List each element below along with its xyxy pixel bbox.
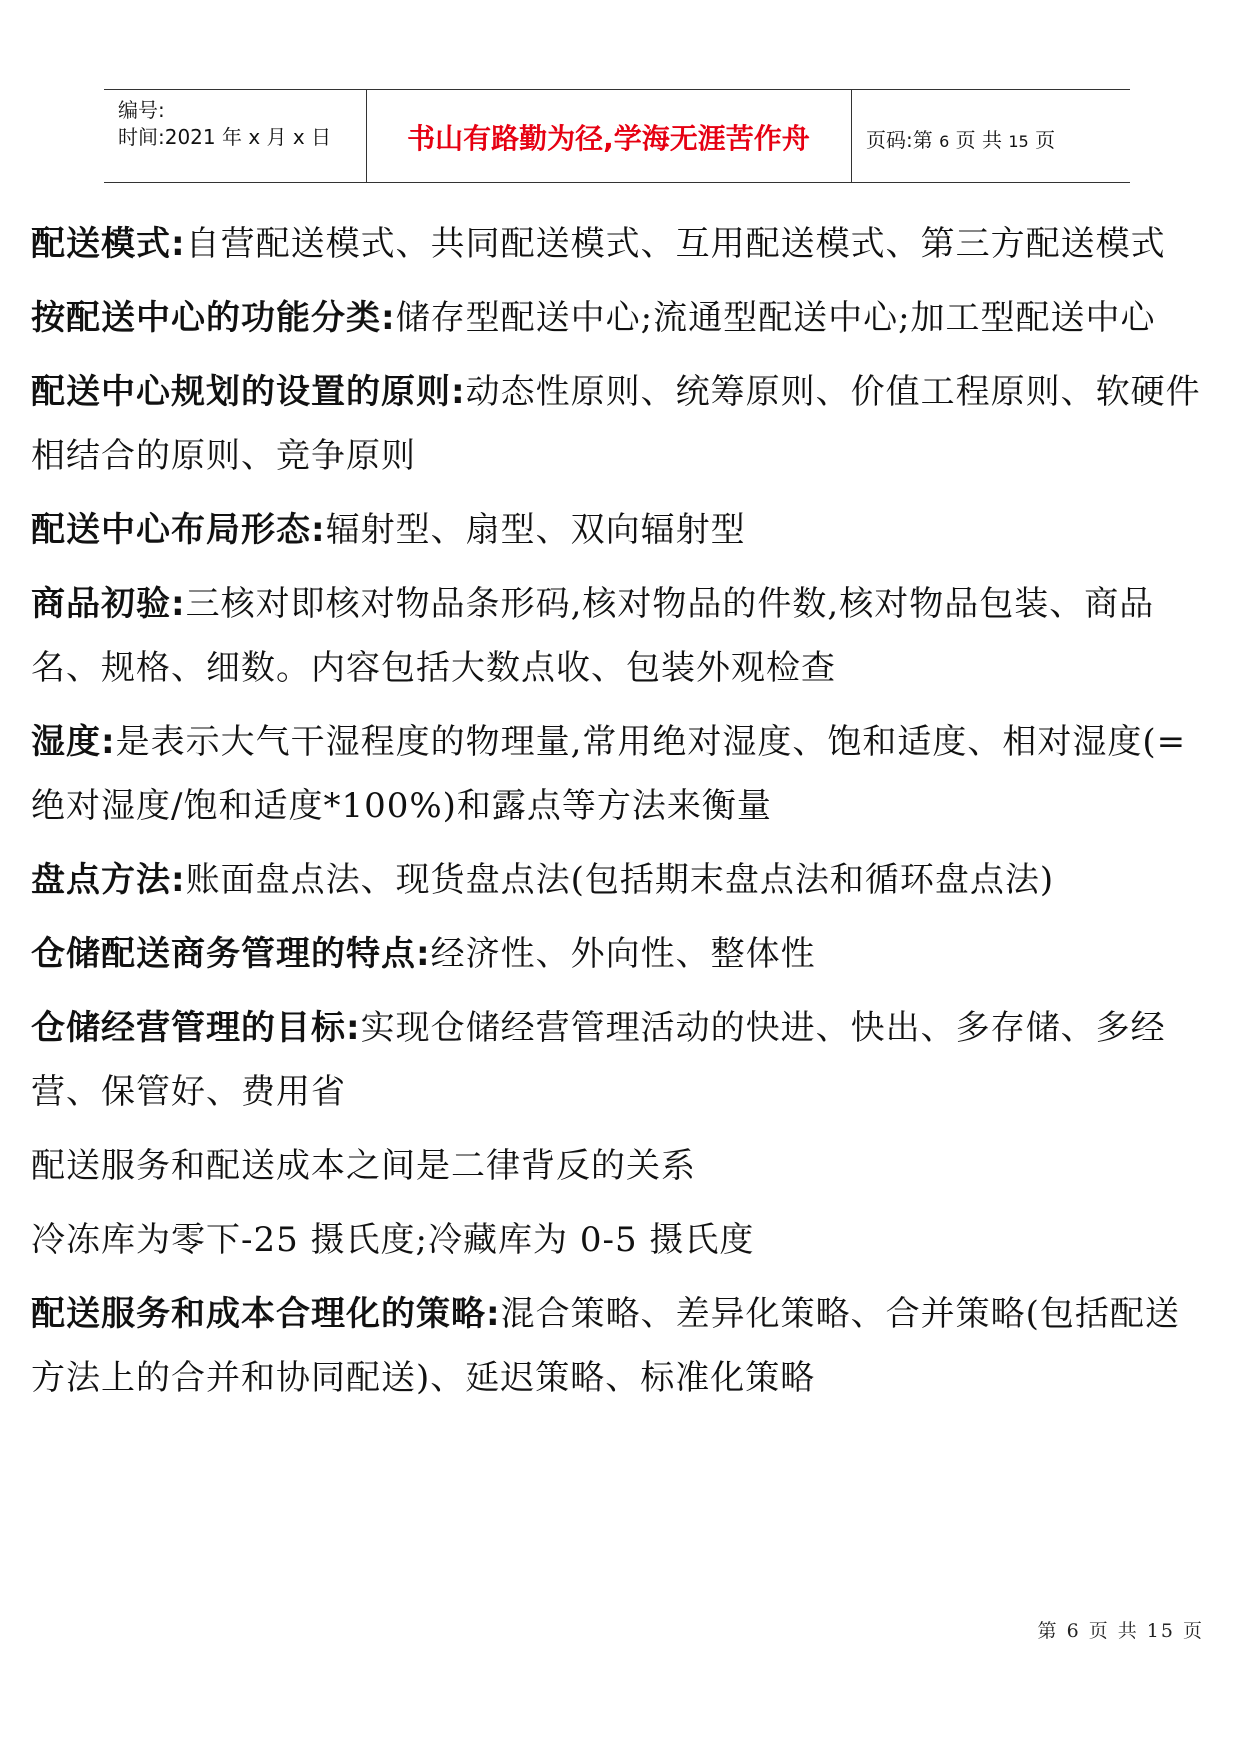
paragraph bbox=[31, 572, 1211, 700]
paragraph-text: 账面盘点法、现货盘点法(包括期末盘点法和循环盘点法) bbox=[185, 860, 1055, 900]
page-suffix: 页 bbox=[1035, 128, 1056, 152]
paragraph bbox=[31, 1134, 1211, 1198]
paragraph-text: 是表示大气干湿程度的物理量,常用绝对湿度、饱和适度、相对湿度(=绝对湿度/饱和适度*100%)和露点等方法来衡量 bbox=[31, 722, 1187, 826]
paragraph bbox=[31, 710, 1211, 838]
paragraph-term: 湿度: bbox=[31, 722, 116, 762]
page-header bbox=[104, 89, 1130, 183]
paragraph bbox=[31, 498, 1211, 562]
paragraph-term: 仓储经营管理的目标: bbox=[31, 1008, 361, 1048]
document-number-label: 编号: bbox=[118, 98, 165, 122]
paragraph-text: 储存型配送中心;流通型配送中心;加工型配送中心 bbox=[395, 298, 1156, 338]
paragraph-text: 动态性原则、统筹原则、价值工程原则、软硬件相结合的原则、竞争原则 bbox=[31, 372, 1201, 476]
paragraph bbox=[31, 996, 1211, 1124]
paragraph-text: 配送服务和配送成本之间是二律背反的关系 bbox=[31, 1146, 696, 1186]
paragraph bbox=[31, 848, 1211, 912]
paragraph-term: 配送模式: bbox=[31, 224, 186, 264]
paragraph bbox=[31, 1282, 1211, 1410]
page-current: 6 bbox=[939, 132, 950, 151]
paragraph-term: 配送服务和成本合理化的策略: bbox=[31, 1294, 501, 1334]
paragraph bbox=[31, 360, 1211, 488]
paragraph-term: 配送中心布局形态: bbox=[31, 510, 326, 550]
page-prefix: 页码:第 bbox=[866, 128, 933, 152]
paragraph bbox=[31, 212, 1211, 276]
header-motto-cell bbox=[366, 90, 852, 182]
paragraph-text: 混合策略、差异化策略、合并策略(包括配送方法上的合并和协同配送)、延迟策略、标准化策略 bbox=[31, 1294, 1180, 1398]
header-page-cell bbox=[853, 90, 1130, 182]
paragraph-text: 实现仓储经营管理活动的快进、快出、多存储、多经营、保管好、费用省 bbox=[31, 1008, 1166, 1112]
paragraph-text: 经济性、外向性、整体性 bbox=[430, 934, 816, 974]
document-time-label: 时间:2021 年 x 月 x 日 bbox=[118, 125, 332, 149]
paragraph bbox=[31, 1208, 1211, 1272]
paragraph-text: 辐射型、扇型、双向辐射型 bbox=[325, 510, 746, 550]
header-motto: 书山有路勤为径,学海无涯苦作舟 bbox=[407, 122, 810, 155]
paragraph-term: 商品初验: bbox=[31, 584, 186, 624]
paragraph-text: 自营配送模式、共同配送模式、互用配送模式、第三方配送模式 bbox=[185, 224, 1166, 264]
header-info-cell bbox=[104, 90, 367, 182]
page-mid: 页 共 bbox=[955, 128, 1003, 152]
paragraph-term: 仓储配送商务管理的特点: bbox=[31, 934, 431, 974]
paragraph bbox=[31, 286, 1211, 350]
header-page-number bbox=[866, 124, 1055, 153]
paragraph-text: 冷冻库为零下-25 摄氏度;冷藏库为 0-5 摄氏度 bbox=[31, 1220, 755, 1260]
paragraph-term: 按配送中心的功能分类: bbox=[31, 298, 396, 338]
paragraph-term: 配送中心规划的设置的原则: bbox=[31, 372, 466, 412]
paragraph bbox=[31, 922, 1211, 986]
page-total: 15 bbox=[1008, 132, 1029, 151]
paragraph-text: 三核对即核对物品条形码,核对物品的件数,核对物品包装、商品名、规格、细数。内容包括大数点收、包装外观检查 bbox=[31, 584, 1155, 688]
document-body bbox=[31, 212, 1211, 1420]
paragraph-term: 盘点方法: bbox=[31, 860, 186, 900]
page-footer: 第 6 页 共 15 页 bbox=[1037, 1620, 1204, 1642]
